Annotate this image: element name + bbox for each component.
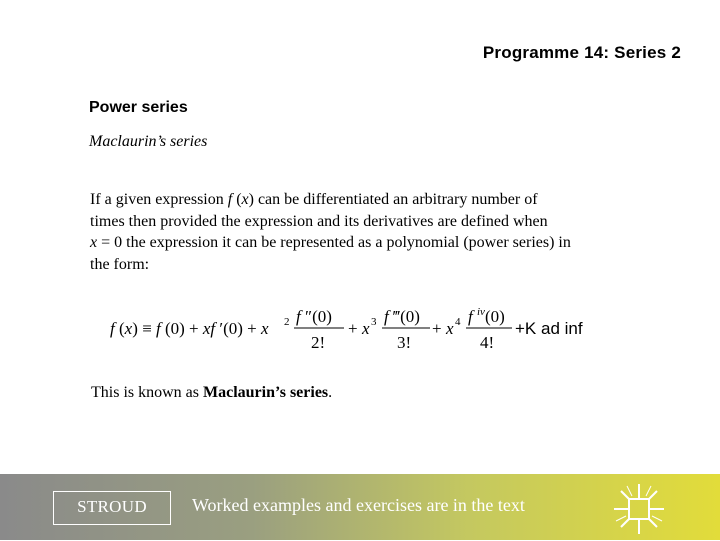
svg-text:4: 4	[455, 316, 461, 328]
svg-text:2: 2	[284, 316, 290, 328]
svg-text:x: x	[362, 319, 370, 338]
formula-tail: +K ad inf	[515, 319, 583, 338]
stroud-brand-button[interactable]: STROUD	[53, 491, 171, 525]
body-paragraph	[90, 189, 650, 275]
formula-term3-num: f ‴(0)	[384, 307, 420, 326]
formula-term2-num: f ″(0)	[296, 307, 332, 326]
formula-term2-den: 2!	[311, 333, 326, 352]
formula-term3-den: 3!	[397, 333, 412, 352]
svg-text:+: +	[348, 319, 358, 338]
formula-term4-den: 4!	[480, 333, 495, 352]
body-line-3: x = 0 the expression it can be represented as a polynomial (power series) in	[90, 234, 571, 251]
footer-note: Worked examples and exercises are in the text	[192, 495, 525, 515]
section-subheading: Maclaurin’s series	[89, 133, 208, 150]
conclusion-text: This is known as Maclaurin’s series.	[91, 384, 333, 401]
maclaurin-formula	[108, 300, 608, 360]
body-line-2: times then provided the expression and its derivatives are defined when	[90, 212, 548, 230]
svg-text:3: 3	[371, 316, 377, 328]
formula-lhs: f (x) ≡ f (0) + xf ′(0) + x	[110, 319, 269, 338]
page-title: Programme 14: Series 2	[482, 43, 681, 62]
section-heading: Power series	[89, 99, 188, 116]
svg-text:x: x	[446, 319, 454, 338]
body-line-1: If a given expression f (x) can be differentiated an arbitrary number of	[90, 191, 538, 208]
maclaurin-emphasis: Maclaurin’s series	[203, 384, 329, 401]
body-line-4: the form:	[90, 255, 150, 273]
formula-term4-num: f $^{iv}$(0)	[468, 306, 505, 326]
sunburst-square-icon[interactable]	[612, 482, 666, 536]
svg-text:+: +	[432, 319, 442, 338]
footer-bar	[0, 474, 720, 540]
